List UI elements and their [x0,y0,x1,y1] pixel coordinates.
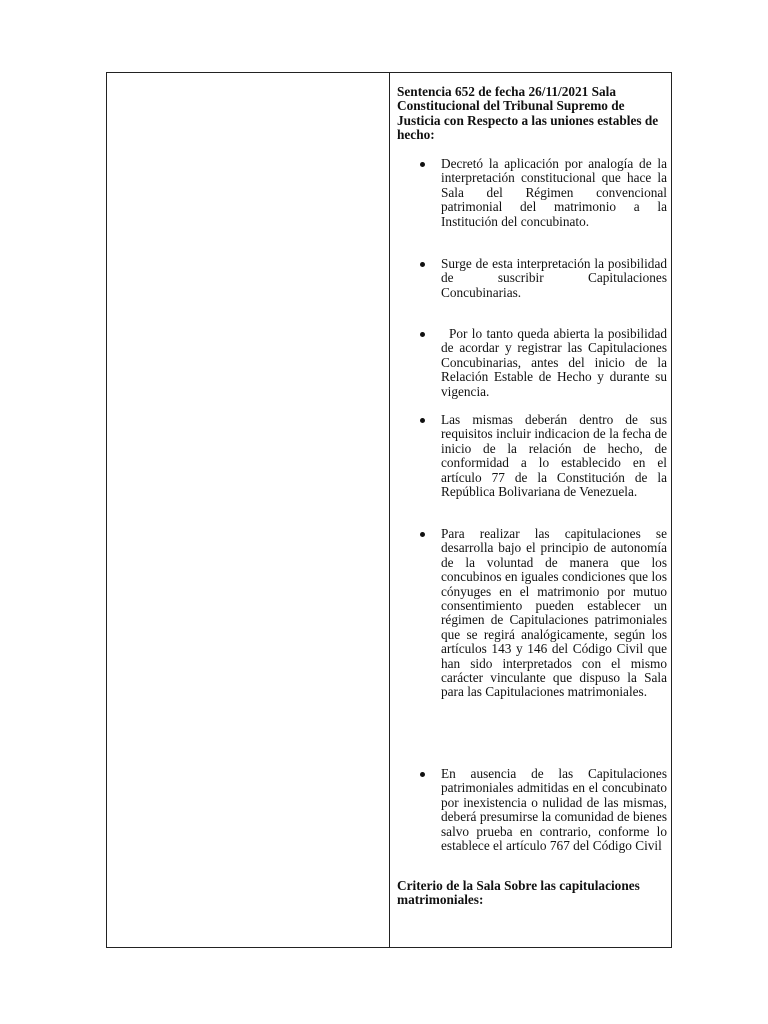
footer-heading: Criterio de la Sala Sobre las capitulaciones matrimoniales: [397,878,640,908]
bullet-icon [420,532,425,537]
bullet-icon [420,162,425,167]
list-item-text: Las mismas deberán dentro de sus requisitos incluir indicacion de la fecha de inicio de la relación de hecho, de conformidad a lo establecido en el artículo 77 de la Constitución de la República Bolivariana de Venezuela. [441,412,667,500]
section-heading: Sentencia 652 de fecha 26/11/2021 Sala Constitucional del Tribunal Supremo de Justicia con Respecto a las uniones estables de hecho: [397,84,659,143]
document-table [106,72,672,948]
bullet-icon [420,772,425,777]
column-divider [389,73,390,947]
right-content-cell [397,73,665,947]
list-item-text: Decretó la aplicación por analogía de la interpretación constitucional que hace la Sala del Régimen convencional patrimonial del matrimonio a la Institución del concubinato. [441,156,667,229]
list-item-text: Surge de esta interpretación la posibilidad de suscribir Capitulaciones Concubinarias. [441,256,667,300]
bullet-icon [420,332,425,337]
bullet-icon [420,262,425,267]
bullet-icon [420,418,425,423]
list-item-text: En ausencia de las Capitulaciones patrimoniales admitidas en el concubinato por inexistencia o nulidad de las mismas, deberá presumirse la comunidad de bienes salvo prueba en contrario, conforme lo establece el artículo 767 del Código Civil [441,766,667,854]
left-empty-cell [107,73,389,947]
list-item-text: Para realizar las capitulaciones se desarrolla bajo el principio de autonomía de la voluntad de manera que los concubinos en iguales condiciones que los cónyuges en el matrimonio por mutuo consentimiento pueden establecer un régimen de Capitulaciones patrimoniales que se regirá analógicamente, según los artículos 143 y 146 del Código Civil que han sido interpretados con el mismo carácter vinculante que dispuso la Sala para las Capitulaciones matrimoniales. [441,526,667,700]
list-item-text: Por lo tanto queda abierta la posibilidad de acordar y registrar las Capitulaciones Concubinarias, antes del inicio de la Relación Estable de Hecho y durante su vigencia. [441,326,667,399]
